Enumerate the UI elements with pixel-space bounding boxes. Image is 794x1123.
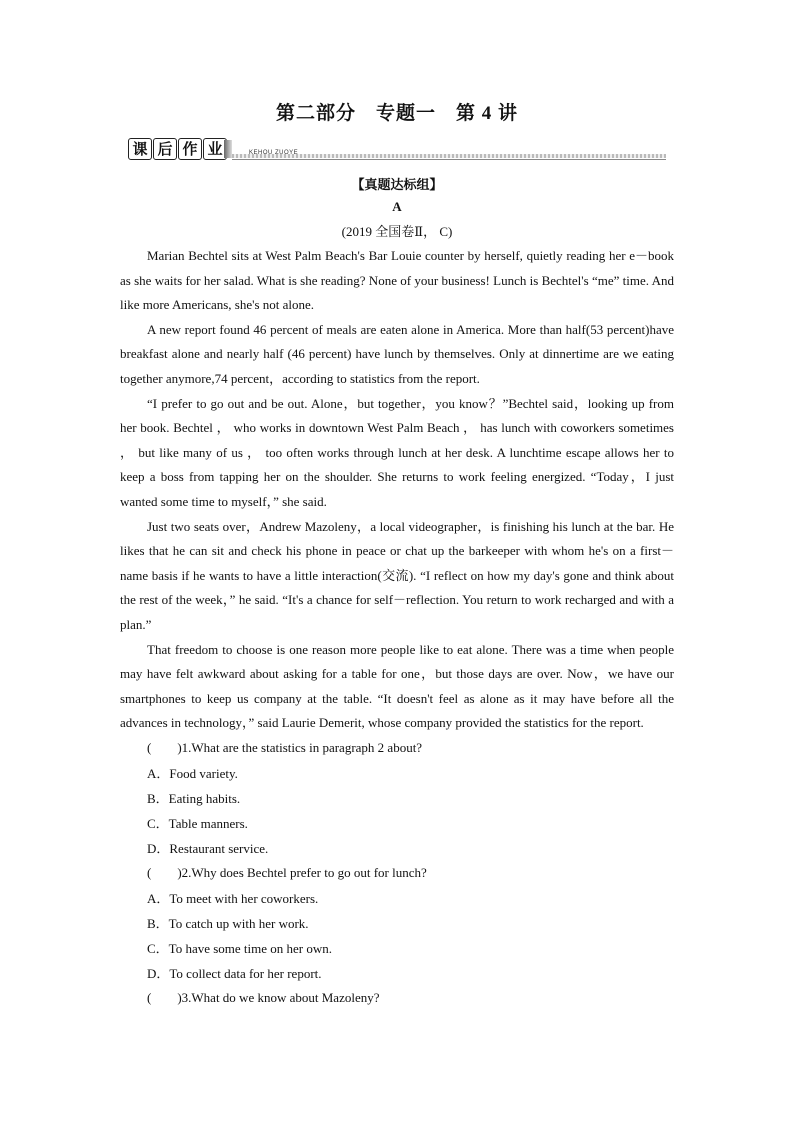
answer-option: A．To meet with her coworkers. (147, 890, 319, 906)
banner-char: 后 (153, 138, 177, 160)
paragraph: That freedom to choose is one reason more people like to eat alone. There was a time when people may have felt awkward about asking for a table for one，but those days are over. Now，we have our smartphones to keep us company at the table. “It doesn't feel as alone as it may have before all the advances in technology，” said Laurie Demerit, whose company provided the statistics for the report. (120, 641, 674, 731)
question-stem: ( )3.What do we know about Mazoleny? (147, 989, 380, 1005)
answer-option: B．Eating habits. (147, 790, 241, 806)
question-stem: ( )2.Why does Bechtel prefer to go out for lunch? (147, 864, 427, 880)
answer-option: B．To catch up with her work. (147, 915, 309, 931)
answer-option: D．To collect data for her report. (147, 965, 322, 981)
answer-option: A．Food variety. (147, 765, 238, 781)
passage-label: A (392, 199, 402, 214)
passage-source: (2019 全国卷Ⅱ， C) (341, 224, 453, 239)
paragraph: Just two seats over，Andrew Mazoleny，a local videographer，is finishing his lunch at the bar. He likes that he can sit and check his phone in peace or chat up the barkeeper with whom he's on a first－name basis if he wants to have a little interaction(交流). “I reflect on how my day's gone and think about the rest of the week，” he said. “It's a chance for self－reflection. You return to work recharged and with a plan.” (120, 518, 674, 632)
answer-option: C．Table manners. (147, 815, 248, 831)
page-title: 第二部分 专题一 第 4 讲 (275, 103, 518, 124)
question-stem: ( )1.What are the statistics in paragraph 2 about? (147, 739, 423, 755)
banner-char: 作 (178, 138, 202, 160)
banner-char: 课 (128, 138, 152, 160)
banner-label-boxes (128, 138, 228, 160)
paragraph: Marian Bechtel sits at West Palm Beach's Bar Louie counter by herself, quietly reading her e－book as she waits for her salad. What is she reading? None of your business! Lunch is Bechtel's “me” time. And like more Americans, she's not alone. (120, 248, 674, 313)
banner-subtitle: KEHOU ZUOYE (249, 150, 299, 156)
answer-option: D．Restaurant service. (147, 840, 269, 856)
banner-char: 业 (203, 138, 227, 160)
banner-decoration (224, 140, 232, 158)
passage-content (120, 244, 674, 1011)
answer-option: C．To have some time on her own. (147, 940, 333, 956)
section-banner (128, 138, 668, 162)
banner-rule-thin (232, 159, 666, 160)
paragraph: “I prefer to go out and be out. Alone，but together，you know？”Bechtel said，looking up from her book. Bechtel ， who works in downtown West Palm Beach ， has lunch with coworkers sometimes ， but like many of us ， too often works through lunch at her desk. A lunchtime escape allows her to keep a boss from tapping her on the shoulder. She returns to work feeling energized. “Today，I just wanted some time to myself，” she said. (120, 395, 674, 509)
group-heading: 【真题达标组】 (351, 177, 443, 192)
paragraph: A new report found 46 percent of meals are eaten alone in America. More than half(53 percent)have breakfast alone and nearly half (46 percent) have lunch by themselves. Only at dinnertime are we eating together anymore,74 percent，according to statistics from the report. (120, 321, 674, 386)
